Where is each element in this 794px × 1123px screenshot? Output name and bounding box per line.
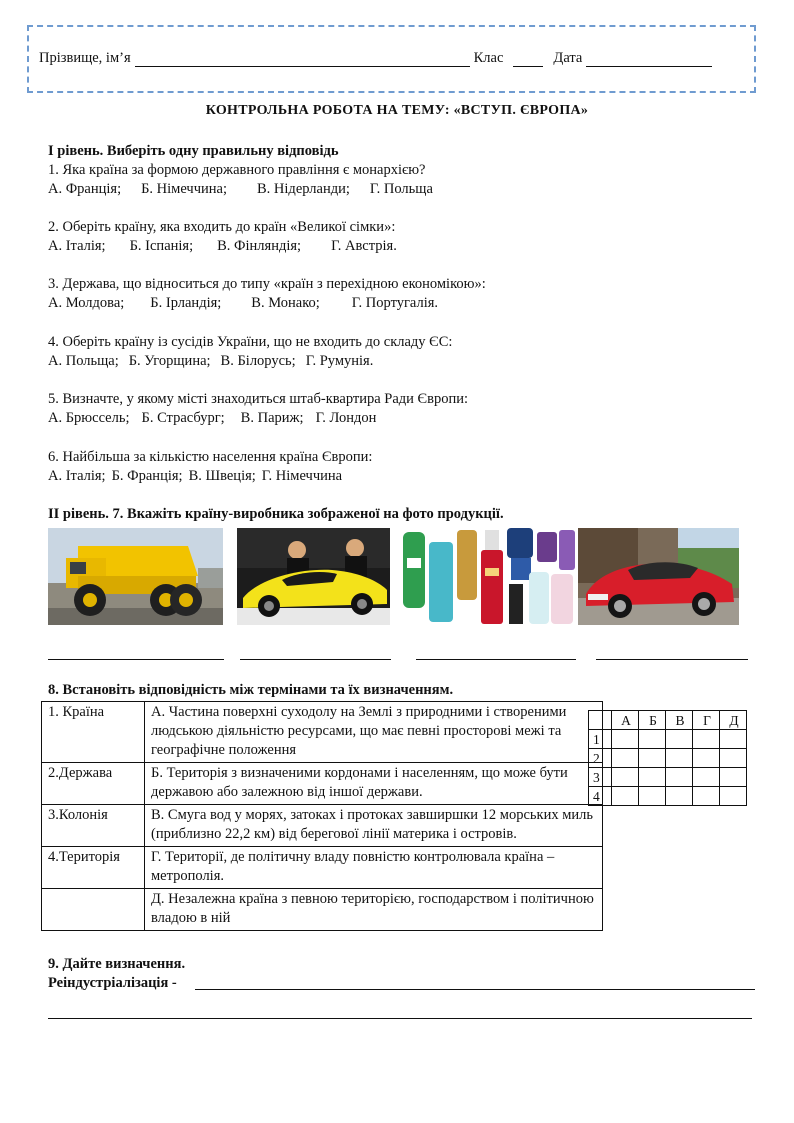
option[interactable]: Б. Іспанія; — [129, 238, 194, 254]
question-3: 3. Держава, що відноситься до типу «країн з перехідною економікою»: — [48, 276, 486, 292]
q8-heading: 8. Встановіть відповідність між термінами та їх визначенням. — [48, 682, 454, 698]
question-4-options — [48, 353, 399, 370]
grid-cell[interactable] — [612, 749, 639, 768]
student-info-box — [27, 25, 756, 93]
level2-heading: ІІ рівень. 7. Вкажіть країну-виробника зображеної на фото продукції. — [48, 506, 504, 522]
grid-cell[interactable] — [639, 768, 666, 787]
table-row — [42, 847, 603, 889]
grid-cell[interactable] — [639, 730, 666, 749]
table-row — [42, 763, 603, 805]
grid-row-header: 2 — [589, 749, 612, 768]
grid-cell[interactable] — [666, 768, 693, 787]
grid-cell[interactable] — [612, 730, 639, 749]
term-cell — [42, 889, 145, 931]
definition-line-2[interactable] — [48, 1018, 752, 1019]
grid-cell[interactable] — [612, 768, 639, 787]
grid-corner — [589, 711, 612, 730]
question-5-options — [48, 410, 402, 427]
option[interactable]: В. Білорусь; — [220, 353, 296, 369]
question-5: 5. Визначте, у якому місті знаходиться штаб-квартира Ради Європи: — [48, 391, 469, 407]
option[interactable]: А. Польща; — [48, 353, 119, 369]
option[interactable]: А. Молдова; — [48, 295, 125, 311]
option[interactable]: Г. Румунія. — [305, 353, 374, 369]
definition-line-1[interactable] — [195, 989, 755, 990]
q9-term: Реіндустріалізація - — [48, 975, 177, 991]
option[interactable]: А. Франція; — [48, 181, 122, 197]
class-label: Клас — [473, 50, 504, 66]
answer-line-3[interactable] — [416, 659, 576, 660]
grid-cell[interactable] — [693, 787, 720, 806]
date-label: Дата — [553, 50, 583, 66]
option[interactable]: Г. Португалія. — [351, 295, 439, 311]
option[interactable]: А. Італія; — [48, 238, 106, 254]
definition-cell: Д. Незалежна країна з певною територією, господарством і політичною владою в ній — [145, 889, 603, 931]
option[interactable]: Б. Страсбург; — [141, 410, 225, 426]
grid-cell[interactable] — [693, 730, 720, 749]
option[interactable]: В. Нідерланди; — [257, 181, 350, 197]
table-row — [42, 805, 603, 847]
grid-cell[interactable] — [666, 787, 693, 806]
grid-row-header: 3 — [589, 768, 612, 787]
definition-cell: Г. Території, де політичну владу повністю контролювала країна – метрополія. — [145, 847, 603, 889]
option[interactable]: Б. Франція; — [111, 468, 183, 484]
question-1: 1. Яка країна за формою державного правління є монархією? — [48, 162, 426, 178]
grid-cell[interactable] — [720, 787, 747, 806]
grid-col-header: Г — [693, 711, 720, 730]
grid-row-header: 1 — [589, 730, 612, 749]
option[interactable]: А. Італія; — [48, 468, 106, 484]
grid-cell[interactable] — [666, 749, 693, 768]
answer-line-1[interactable] — [48, 659, 224, 660]
option[interactable]: Б. Ірландія; — [150, 295, 222, 311]
definition-cell: Б. Територія з визначеними кордонами і населенням, що може бути державою або залежною від іншої держави. — [145, 763, 603, 805]
grid-cell[interactable] — [639, 749, 666, 768]
answer-line-4[interactable] — [596, 659, 748, 660]
grid-cell[interactable] — [720, 730, 747, 749]
option[interactable]: Б. Німеччина; — [141, 181, 228, 197]
option[interactable]: А. Брюссель; — [48, 410, 130, 426]
question-2-options — [48, 238, 423, 255]
grid-col-header: Д — [720, 711, 747, 730]
matching-table — [41, 701, 603, 931]
question-1-options — [48, 181, 459, 198]
grid-cell[interactable] — [612, 787, 639, 806]
option[interactable]: В. Монако; — [251, 295, 320, 311]
term-cell: 3.Колонія — [42, 805, 145, 847]
option[interactable]: Б. Угорщина; — [128, 353, 211, 369]
option[interactable]: Г. Німеччина — [261, 468, 343, 484]
grid-col-header: В — [666, 711, 693, 730]
definition-cell: В. Смуга вод у морях, затоках і протоках завширшки 12 морських миль (приблизно 22,2 км) від берегової лінії материка і островів. — [145, 805, 603, 847]
term-cell: 4.Територія — [42, 847, 145, 889]
photo-mining-truck — [48, 528, 223, 625]
option[interactable]: Г. Австрія. — [331, 238, 397, 254]
grid-col-header: А — [612, 711, 639, 730]
question-4: 4. Оберіть країну із сусідів України, що не входить до складу ЄС: — [48, 334, 453, 350]
option[interactable]: В. Швеція; — [188, 468, 256, 484]
definition-cell: А. Частина поверхні суходолу на Землі з природними і створеними людською діяльністю ресурсами, що має певні просторові межі та географічне положення — [145, 702, 603, 763]
question-6-options — [48, 468, 368, 485]
page-title: КОНТРОЛЬНА РОБОТА НА ТЕМУ: «ВСТУП. ЄВРОПА» — [205, 103, 589, 118]
photo-red-car — [578, 528, 739, 625]
grid-row-header: 4 — [589, 787, 612, 806]
option[interactable]: Г. Лондон — [315, 410, 377, 426]
option[interactable]: Г. Польща — [369, 181, 433, 197]
grid-cell[interactable] — [693, 749, 720, 768]
grid-cell[interactable] — [693, 768, 720, 787]
grid-col-header: Б — [639, 711, 666, 730]
level1-heading: І рівень. Виберіть одну правильну відповідь — [48, 143, 339, 159]
name-label: Прізвище, ім’я — [39, 50, 131, 66]
grid-cell[interactable] — [666, 730, 693, 749]
q9-heading: 9. Дайте визначення. — [48, 956, 186, 972]
class-field[interactable] — [513, 52, 543, 67]
grid-cell[interactable] — [639, 787, 666, 806]
photo-cosmetics — [401, 528, 577, 625]
date-field[interactable] — [586, 52, 712, 67]
table-row — [42, 889, 603, 931]
name-field[interactable] — [135, 52, 470, 67]
question-3-options — [48, 295, 464, 312]
term-cell: 1. Країна — [42, 702, 145, 763]
grid-cell[interactable] — [720, 768, 747, 787]
question-2: 2. Оберіть країну, яка входить до країн «Великої сімки»: — [48, 219, 396, 235]
photo-sports-car — [237, 528, 390, 625]
question-6: 6. Найбільша за кількістю населення країна Європи: — [48, 449, 373, 465]
answer-grid — [588, 710, 747, 806]
table-row — [42, 702, 603, 763]
grid-cell[interactable] — [720, 749, 747, 768]
term-cell: 2.Держава — [42, 763, 145, 805]
answer-line-2[interactable] — [240, 659, 391, 660]
option[interactable]: В. Фінляндія; — [217, 238, 302, 254]
option[interactable]: В. Париж; — [240, 410, 304, 426]
